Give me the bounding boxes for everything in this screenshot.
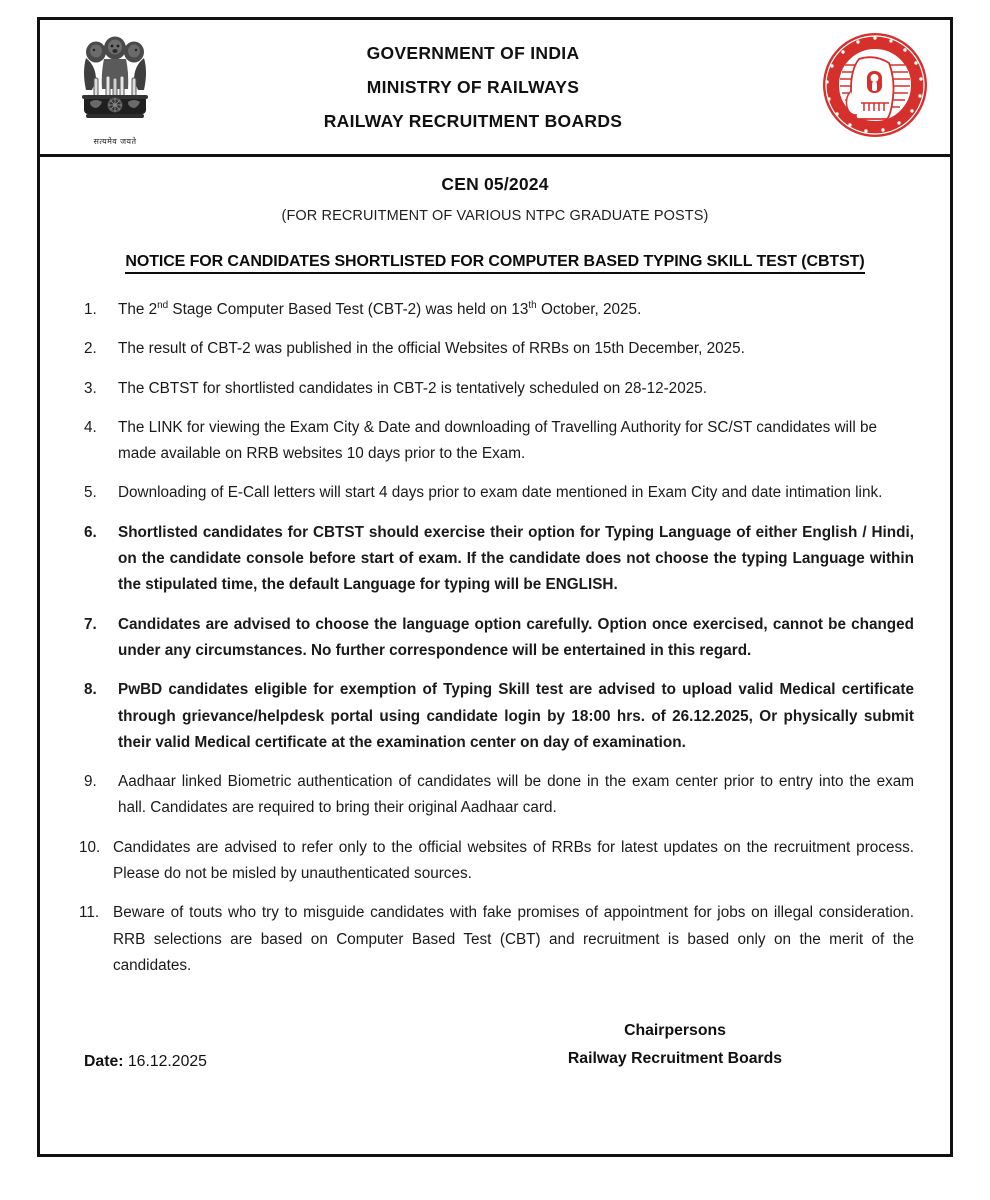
notice-item-number: 2. (84, 340, 97, 358)
notice-page (37, 17, 953, 1157)
notice-item-text: Candidates are advised to choose the language option carefully. Option once exercised, cannot be changed under any circumstances. No further correspondence will be entertained in this regard. (118, 615, 914, 659)
notice-item-text: Shortlisted candidates for CBTST should exercise their option for Typing Language of either English / Hindi, on the candidate console before start of exam. If the candidate does not choose the typing Language within the stipulated time, the default Language for typing will be ENGLISH. (118, 523, 914, 594)
notice-item (84, 336, 914, 362)
notice-item-number: 7. (84, 615, 97, 633)
notice-item (84, 769, 914, 822)
date-line (84, 1053, 207, 1071)
notice-item-text: Beware of touts who try to misguide candidates with fake promises of appointment for jobs on illegal consideration. RRB selections are based on Computer Based Test (CBT) and recruitment is based only on the merit of the candidates. (113, 904, 914, 974)
title-ministry: MINISTRY OF RAILWAYS (366, 76, 580, 97)
notice-item-text: The result of CBT-2 was published in the official Websites of RRBs on 15th December, 2025. (118, 340, 745, 358)
date-value: 16.12.2025 (127, 1053, 207, 1071)
notice-item-number: 5. (84, 484, 97, 502)
notice-item-text: The 2nd Stage Computer Based Test (CBT-2) was held on 13th October, 2025. (118, 299, 642, 318)
ashoka-emblem-icon (78, 32, 152, 135)
notice-item-text: PwBD candidates eligible for exemption of Typing Skill test are advised to upload valid Medical certificate through grievance/helpdesk portal using candidate login by 18:00 hrs. of 26.12.2025, Or physically submit their valid Medical certificate at the examination center on day of examination. (118, 681, 914, 751)
notice-item (84, 612, 914, 665)
title-government: GOVERNMENT OF INDIA (366, 42, 580, 63)
notice-heading (66, 253, 924, 271)
notice-item-number: 4. (84, 418, 97, 436)
notice-heading-text: NOTICE FOR CANDIDATES SHORTLISTED FOR COMPUTER BASED TYPING SKILL TEST (CBTST) (125, 253, 864, 274)
notice-item-text: Candidates are advised to refer only to the official websites of RRBs for latest updates on the recruitment process. Please do not be misled by unauthenticated sources. (113, 838, 914, 883)
notice-item-text: Aadhaar linked Biometric authentication of candidates will be done in the exam center prior to entry into the exam hall. Candidates are required to bring their original Aadhaar card. (118, 773, 914, 817)
notice-item-number: 3. (84, 379, 97, 397)
notice-item (84, 415, 914, 468)
notice-items-list (66, 297, 924, 979)
notice-item-number: 6. (84, 523, 97, 541)
notice-body (40, 157, 950, 1095)
notice-item-text: The LINK for viewing the Exam City & Date and downloading of Travelling Authority for SC/ST candidates will be made available on RRB websites 10 days prior to the Exam. (118, 418, 877, 463)
notice-item (84, 297, 914, 323)
date-label: Date: (84, 1053, 124, 1071)
logo-block (800, 20, 950, 154)
notice-item-text: Downloading of E-Call letters will start 4 days prior to exam date mentioned in Exam City and date intimation link. (118, 484, 883, 502)
cen-subtitle: (FOR RECRUITMENT OF VARIOUS NTPC GRADUATE POSTS) (281, 208, 709, 224)
cen-number: CEN 05/2024 (441, 174, 549, 194)
notice-item (84, 376, 914, 402)
signatory-title: Chairpersons (624, 1022, 726, 1040)
title-boards: RAILWAY RECRUITMENT BOARDS (323, 110, 623, 131)
notice-item-number: 9. (84, 773, 97, 791)
indian-railways-logo-icon (821, 31, 929, 144)
notice-item (79, 835, 914, 888)
notice-item (79, 900, 914, 979)
notice-item-number: 1. (84, 301, 97, 318)
notice-item-number: 10. (79, 838, 101, 856)
document-footer (66, 1017, 924, 1095)
notice-item-text: The CBTST for shortlisted candidates in CBT-2 is tentatively scheduled on 28-12-2025. (118, 379, 707, 397)
notice-item (84, 677, 914, 756)
emblem-motto-text: सत्यमेव जयते (93, 136, 137, 146)
emblem-block (40, 20, 190, 154)
notice-item-number: 8. (84, 681, 97, 699)
header-titles (190, 20, 800, 154)
notice-item (84, 480, 914, 506)
notice-item (84, 520, 914, 599)
notice-item-number: 11. (79, 904, 100, 922)
signatory-org: Railway Recruitment Boards (567, 1049, 783, 1067)
document-header (40, 20, 950, 157)
